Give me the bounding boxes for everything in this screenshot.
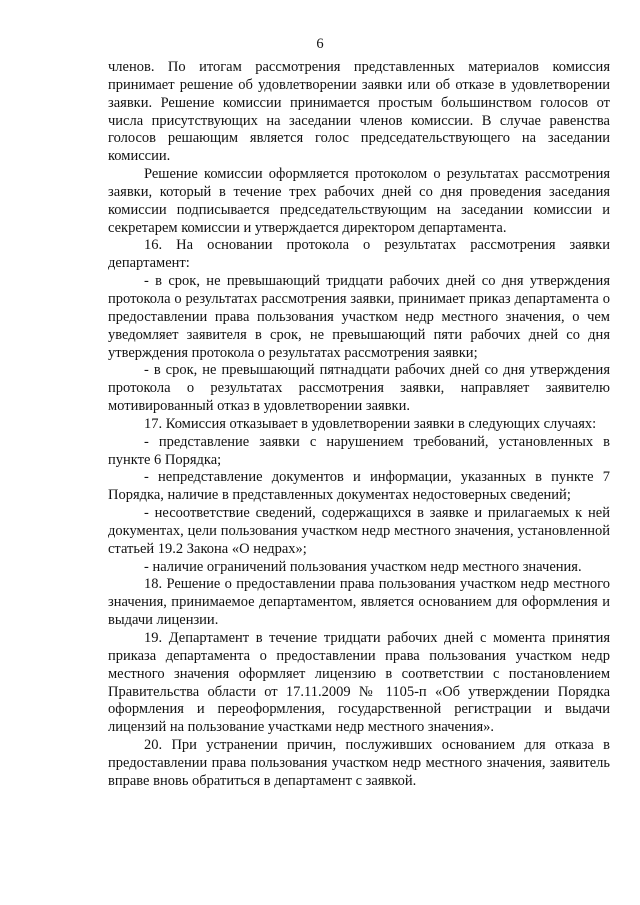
list-item-16-1: - в срок, не превышающий тридцати рабочих дней со дня утверждения протокола о результатах рассмотрения заявки, принимает приказ департамента о предоставлении права пользования участком недр местного значения, о чем уведомляет заявителя в срок, не превышающий пяти рабочих дней со дня утверждения протокола о результатах рассмотрения заявки; <box>108 273 610 361</box>
paragraph-continuation: членов. По итогам рассмотрения представленных материалов комиссия принимает решение об удовлетворении заявки или об отказе в удовлетворении заявки. Решение комиссии принимается простым большинством голосов от числа присутствующих на заседании членов комиссии. В случае равенства голосов решающим является голос председательствующего на заседании комиссии. <box>108 59 610 165</box>
paragraph-protocol: Решение комиссии оформляется протоколом о результатах рассмотрения заявки, который в течение трех рабочих дней со дня проведения заседания комиссии подписывается председательствующим на заседании комиссии и секретарем комиссии и утверждается директором департамента. <box>108 166 610 236</box>
paragraph-item-16: 16. На основании протокола о результатах рассмотрения заявки департамент: <box>108 237 610 272</box>
page-number: 6 <box>316 36 324 52</box>
list-item-17-1: - представление заявки с нарушением требований, установленных в пункте 6 Порядка; <box>108 433 610 468</box>
paragraph-item-18: 18. Решение о предоставлении права пользования участком недр местного значения, принимаемое департаментом, является основанием для оформления и выдачи лицензии. <box>108 576 610 629</box>
document-body <box>108 59 610 791</box>
list-item-16-2: - в срок, не превышающий пятнадцати рабочих дней со дня утверждения протокола о результатах рассмотрения заявки, направляет заявителю мотивированный отказ в удовлетворении заявки. <box>108 362 610 415</box>
list-item-17-3: - несоответствие сведений, содержащихся в заявке и прилагаемых к ней документах, цели пользования участком недр местного значения, установленной статьей 19.2 Закона «О недрах»; <box>108 505 610 557</box>
list-item-17-2: - непредставление документов и информации, указанных в пункте 7 Порядка, наличие в представленных документах недостоверных сведений; <box>108 469 610 504</box>
paragraph-item-17: 17. Комиссия отказывает в удовлетворении заявки в следующих случаях: <box>144 415 597 432</box>
paragraph-item-19: 19. Департамент в течение тридцати рабочих дней с момента принятия приказа департамента о предоставлении права пользования участком недр местного значения оформляет лицензию в соответствии с постановлением Правительства области от 17.11.2009 № 1105-п «Об утверждении Порядка оформления и переоформления, государственной регистрации и выдачи лицензий на пользование участками недр местного значения». <box>108 630 610 736</box>
list-item-17-4: - наличие ограничений пользования участком недр местного значения. <box>144 558 582 575</box>
paragraph-item-20: 20. При устранении причин, послуживших основанием для отказа в предоставлении права пользования участком недр местного значения, заявитель вправе вновь обратиться в департамент с заявкой. <box>108 737 610 789</box>
